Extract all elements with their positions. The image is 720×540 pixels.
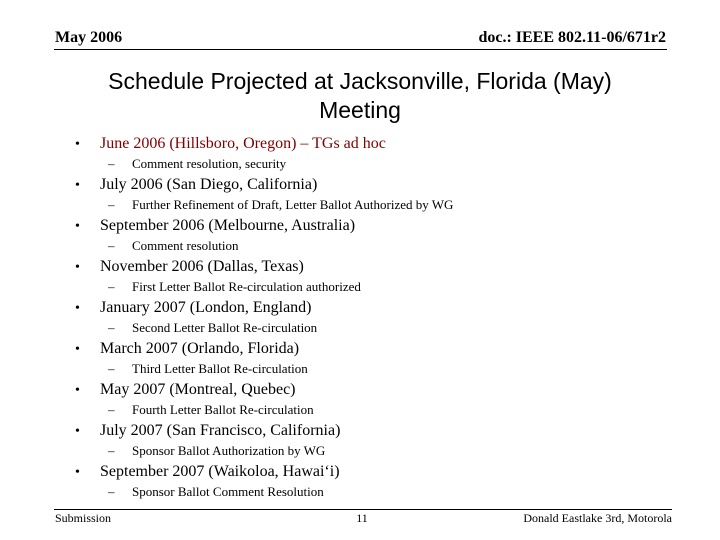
bullet-subpoint <box>108 484 324 500</box>
subpoint-text: Sponsor Ballot Authorization by WG <box>132 443 326 458</box>
bullet-heading: January 2007 (London, England) <box>100 299 312 316</box>
bullet-dot: • <box>75 465 80 480</box>
subpoint-dash: – <box>108 279 115 294</box>
header-date: May 2006 <box>55 29 123 46</box>
subpoint-dash: – <box>108 320 115 335</box>
bullet-dot: • <box>75 137 80 152</box>
subpoint-dash: – <box>108 156 115 171</box>
subpoint-dash: – <box>108 197 115 212</box>
bullet-heading: September 2006 (Melbourne, Australia) <box>100 217 356 234</box>
footer-submission: Submission <box>55 511 112 525</box>
header-doc-id: doc.: IEEE 802.11-06/671r2 <box>478 29 666 46</box>
subpoint-dash: – <box>108 238 115 253</box>
subpoint-text: First Letter Ballot Re-circulation authorized <box>132 279 361 294</box>
bullet-subpoint <box>108 443 325 459</box>
bullet-subpoint <box>108 156 286 172</box>
bullet-heading: June 2006 (Hillsboro, Oregon) – TGs ad hoc <box>100 135 386 152</box>
bullet-subpoint <box>108 279 361 295</box>
subpoint-dash: – <box>108 361 115 376</box>
subpoint-text: Third Letter Ballot Re-circulation <box>132 361 308 376</box>
bullet-dot: • <box>75 383 80 398</box>
bullet-subpoint <box>108 238 239 254</box>
subpoint-text: Further Refinement of Draft, Letter Ballot Authorized by WG <box>132 197 454 212</box>
bullet-subpoint <box>108 197 453 213</box>
bullet-subpoint <box>108 361 308 377</box>
bullet-heading: September 2007 (Waikoloa, Hawai‘i) <box>100 463 340 480</box>
bullet-dot: • <box>75 219 80 234</box>
subpoint-text: Sponsor Ballot Comment Resolution <box>132 484 324 499</box>
bullet-subpoint <box>108 320 317 336</box>
bullet-subpoint <box>108 402 314 418</box>
bullet-dot: • <box>75 424 80 439</box>
subpoint-text: Second Letter Ballot Re-circulation <box>132 320 318 335</box>
subpoint-text: Comment resolution <box>132 238 239 253</box>
bullet-dot: • <box>75 342 80 357</box>
bullet-dot: • <box>75 301 80 316</box>
subpoint-text: Fourth Letter Ballot Re-circulation <box>132 402 314 417</box>
bullet-heading: November 2006 (Dallas, Texas) <box>100 258 304 275</box>
slide-title-line-2: Meeting <box>319 97 401 123</box>
bullet-heading: July 2007 (San Francisco, California) <box>100 422 341 439</box>
footer-rule <box>54 509 672 510</box>
bullet-dot: • <box>75 178 80 193</box>
slide-title-line-1: Schedule Projected at Jacksonville, Florida (May) <box>108 68 612 94</box>
bullet-heading: March 2007 (Orlando, Florida) <box>100 340 300 357</box>
bullet-heading: July 2006 (San Diego, California) <box>100 176 318 193</box>
footer-page-number: 11 <box>356 511 368 525</box>
bullet-heading: May 2007 (Montreal, Quebec) <box>100 381 296 398</box>
footer-author: Donald Eastlake 3rd, Motorola <box>523 511 672 525</box>
subpoint-dash: – <box>108 484 115 499</box>
subpoint-text: Comment resolution, security <box>132 156 287 171</box>
bullet-dot: • <box>75 260 80 275</box>
subpoint-dash: – <box>108 443 115 458</box>
subpoint-dash: – <box>108 402 115 417</box>
